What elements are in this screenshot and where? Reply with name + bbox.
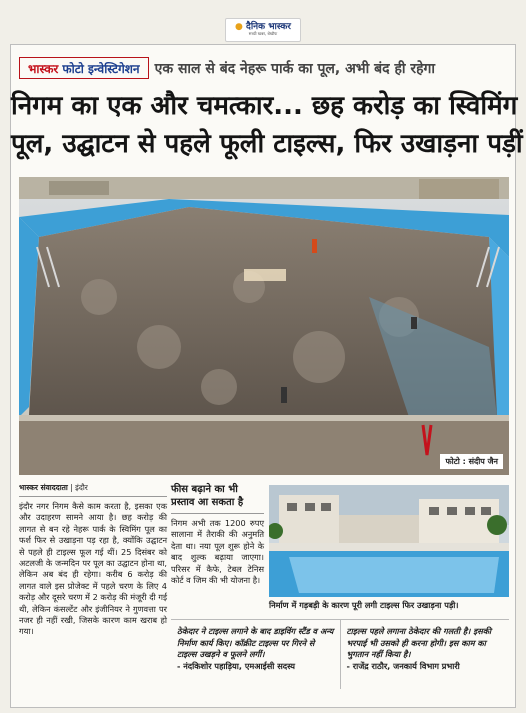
pool-building-illustration: [269, 485, 509, 597]
headline-line-1: निगम का एक और चमत्कार... छह करोड़ का स्विमिंग: [11, 91, 518, 121]
article-body: इंदौर नगर निगम कैसे काम करता है, इसका एक और उदाहरण सामने आया है। छह करोड़ की लागत से बन रहे नेहरू पार्क के स्विमिंग पूल का फर्श फिर से उखाड़ना पड़ रहा है, क्योंकि उद्घाटन से पहले ही टाइल्स फूल गई थीं। 25 दिसंबर को अटलजी के जन्मदिन पर पूल का उद्घाटन होना था, लेकिन अब बंद ही रहेगा। करीब 6 करोड़ की लागत वाले इस प्रोजेक्ट में पहले चरण के लिए 4 करोड़ और दूसरे चरण में 2 करोड़ की मंजूरी दी गई थी, लेकिन कंसल्टेंट और इंजीनियर ने गुणवत्ता पर नजर ही नहीं रखी, जिसके कारण काम खराब हो गया।: [19, 501, 167, 637]
kicker-label: फोटो इन्वेस्टिगेशन: [62, 61, 140, 76]
main-photo: [19, 177, 509, 475]
sidebar-heading: फीस बढ़ाने का भी प्रस्ताव आ सकता है: [171, 483, 264, 514]
sidebar-body: निगम अभी तक 1200 रुपए सालाना में तैराकी की अनुमति देता था। नया पूल शुरू होने के बाद शुल्क बढ़ाया जाएगा। परिसर में कैफे, टेबल टेनिस कोर्ट व जिम की भी योजना है।: [171, 518, 264, 586]
headline: [11, 87, 523, 163]
kicker: [19, 57, 435, 79]
secondary-photo: [269, 485, 509, 597]
quotes-row: [171, 619, 509, 689]
quote-department-head: [340, 620, 510, 689]
sidebar-column: [171, 483, 264, 586]
secondary-photo-caption: निर्माण में गड़बड़ी के कारण पूरी लगी टाइल्स फिर उखाड़ना पड़ी।: [269, 600, 459, 610]
article-column: [19, 483, 167, 638]
photo-credit: फोटो : संदीप जैन: [440, 454, 503, 469]
newspaper-logo: [225, 18, 301, 42]
logo-tagline: सच्ची खबर, बेखौफ: [248, 31, 278, 37]
pool-photo-illustration: [19, 177, 509, 475]
logo-name: दैनिक भास्कर: [246, 22, 291, 33]
byline: [19, 483, 167, 497]
quote-councillor: [171, 620, 340, 689]
sun-icon: ●: [235, 22, 243, 33]
quote-attribution: - नंदकिशोर पहाड़िया, एमआईसी सदस्य: [177, 660, 296, 671]
byline-reporter: भास्कर संवाददाता: [19, 483, 68, 492]
quote-attribution: - राजेंद्र राठौर, जनकार्य विभाग प्रभारी: [346, 660, 460, 671]
kicker-tag: [19, 57, 149, 79]
kicker-brand: भास्कर: [28, 61, 59, 76]
kicker-text: एक साल से बंद नेहरू पार्क का पूल, अभी बंद ही रहेगा: [154, 60, 436, 77]
quote-text: ठेकेदार ने टाइल्स लगाने के बाद डाइविंग स्टैंड व अन्य निर्माण कार्य किए। कॉक्रीट टाइल्स पर गिरने से टाइल्स उखड़ने व फूलने लगीं।: [177, 626, 334, 659]
headline-line-2: पूल, उद्घाटन से पहले फूली टाइल्स, फिर उखाड़ना पड़ीं: [11, 129, 523, 159]
news-page: [10, 44, 523, 708]
quote-text: टाइल्स पहले लगाना ठेकेदार की गलती है। इसकी भरपाई भी उसको ही करना होगी। इस काम का भुगतान नहीं किया है।: [346, 626, 492, 659]
masthead: [0, 0, 526, 44]
byline-city: | इंदौर: [67, 483, 88, 492]
